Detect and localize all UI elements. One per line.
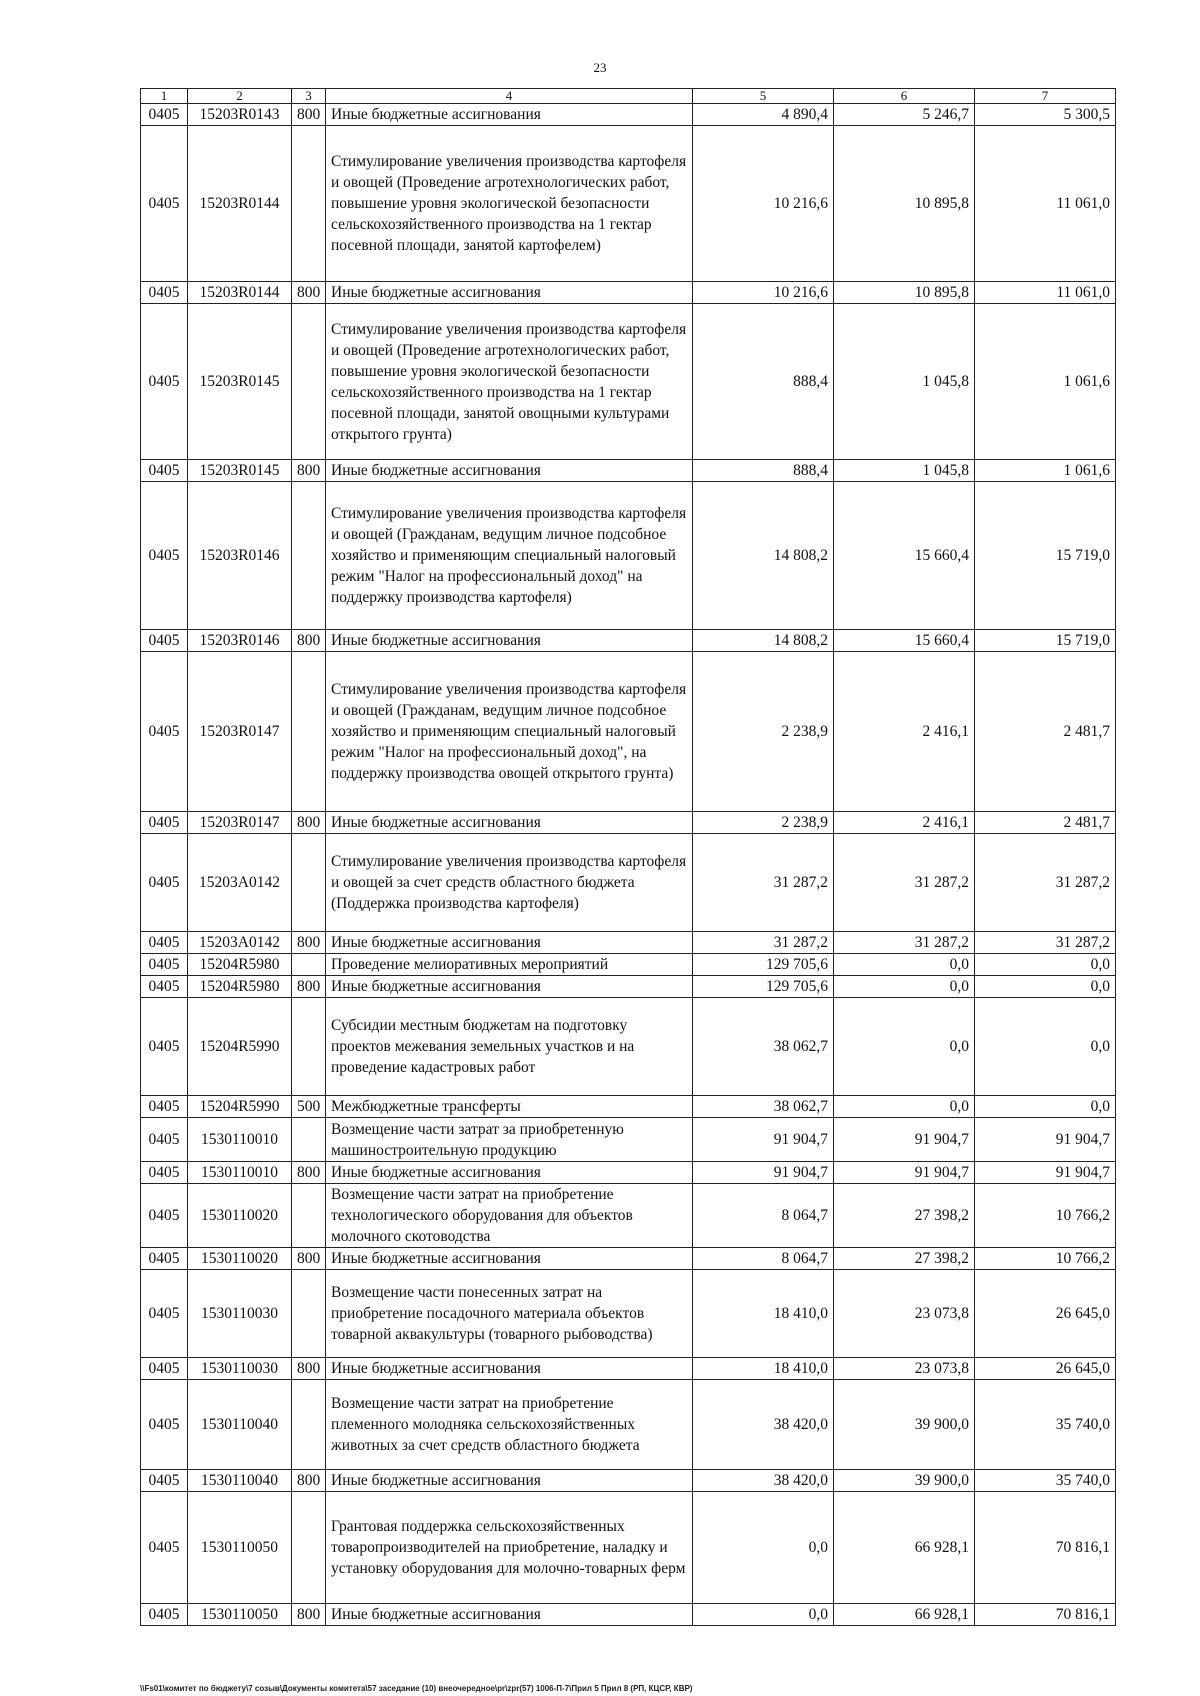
item-name-cell: Иные бюджетные ассигнования <box>326 1470 693 1492</box>
expense-type-cell: 800 <box>292 1604 326 1626</box>
section-cell: 0405 <box>141 126 188 282</box>
target-code-cell: 1530110040 <box>188 1470 292 1492</box>
target-code-cell: 1530110030 <box>188 1358 292 1380</box>
amount-col6-cell: 0,0 <box>834 976 975 998</box>
expense-type-cell: 800 <box>292 1248 326 1270</box>
amount-col6-cell: 91 904,7 <box>834 1118 975 1162</box>
amount-col5-cell: 38 062,7 <box>693 1096 834 1118</box>
target-code-cell: 15203R0144 <box>188 282 292 304</box>
expense-type-cell: 800 <box>292 282 326 304</box>
table-row <box>141 282 1116 304</box>
item-name-cell: Межбюджетные трансферты <box>326 1096 693 1118</box>
section-cell: 0405 <box>141 1248 188 1270</box>
section-cell: 0405 <box>141 1270 188 1358</box>
item-name-cell: Возмещение части затрат на приобретение племенного молодняка сельскохозяйственных животных за счет средств областного бюджета <box>326 1380 693 1470</box>
amount-col6-cell: 31 287,2 <box>834 932 975 954</box>
amount-col6-cell: 23 073,8 <box>834 1270 975 1358</box>
section-cell: 0405 <box>141 282 188 304</box>
expense-type-cell: 800 <box>292 460 326 482</box>
table-row <box>141 304 1116 460</box>
item-name-cell: Стимулирование увеличения производства картофеля и овощей (Проведение агротехнологических работ, повышение уровня экологической безопасности сельскохозяйственного производства на 1 гектар посевной площади, занятой картофелем) <box>326 126 693 282</box>
section-cell: 0405 <box>141 630 188 652</box>
amount-col7-cell: 31 287,2 <box>975 932 1116 954</box>
amount-col6-cell: 2 416,1 <box>834 652 975 812</box>
expense-type-cell <box>292 834 326 932</box>
table-body <box>141 104 1116 1626</box>
table-row <box>141 460 1116 482</box>
section-cell: 0405 <box>141 1470 188 1492</box>
table-row <box>141 1492 1116 1604</box>
table-row <box>141 104 1116 126</box>
amount-col7-cell: 1 061,6 <box>975 460 1116 482</box>
amount-col5-cell: 38 420,0 <box>693 1380 834 1470</box>
amount-col6-cell: 1 045,8 <box>834 304 975 460</box>
item-name-cell: Проведение мелиоративных мероприятий <box>326 954 693 976</box>
column-header: 7 <box>975 89 1116 104</box>
target-code-cell: 1530110030 <box>188 1270 292 1358</box>
amount-col5-cell: 0,0 <box>693 1604 834 1626</box>
table-row <box>141 998 1116 1096</box>
column-header: 1 <box>141 89 188 104</box>
target-code-cell: 15204R5990 <box>188 998 292 1096</box>
target-code-cell: 15204R5980 <box>188 954 292 976</box>
amount-col7-cell: 2 481,7 <box>975 652 1116 812</box>
item-name-cell: Иные бюджетные ассигнования <box>326 976 693 998</box>
item-name-cell: Субсидии местным бюджетам на подготовку проектов межевания земельных участков и на проведение кадастровых работ <box>326 998 693 1096</box>
item-name-cell: Стимулирование увеличения производства картофеля и овощей (Гражданам, ведущим личное подсобное хозяйство и применяющим специальный налоговый режим "Налог на профессиональный доход" на поддержку производства картофеля) <box>326 482 693 630</box>
amount-col5-cell: 38 420,0 <box>693 1470 834 1492</box>
section-cell: 0405 <box>141 1162 188 1184</box>
item-name-cell: Стимулирование увеличения производства картофеля и овощей за счет средств областного бюджета (Поддержка производства картофеля) <box>326 834 693 932</box>
amount-col6-cell: 27 398,2 <box>834 1184 975 1248</box>
amount-col5-cell: 31 287,2 <box>693 932 834 954</box>
amount-col7-cell: 26 645,0 <box>975 1270 1116 1358</box>
table-row <box>141 1358 1116 1380</box>
target-code-cell: 15203R0145 <box>188 460 292 482</box>
item-name-cell: Стимулирование увеличения производства картофеля и овощей (Гражданам, ведущим личное подсобное хозяйство и применяющим специальный налоговый режим "Налог на профессиональный доход", на поддержку производства овощей открытого грунта) <box>326 652 693 812</box>
amount-col5-cell: 18 410,0 <box>693 1358 834 1380</box>
amount-col6-cell: 66 928,1 <box>834 1492 975 1604</box>
amount-col5-cell: 14 808,2 <box>693 630 834 652</box>
expense-type-cell: 800 <box>292 1358 326 1380</box>
section-cell: 0405 <box>141 1604 188 1626</box>
amount-col6-cell: 66 928,1 <box>834 1604 975 1626</box>
item-name-cell: Грантовая поддержка сельскохозяйственных товаропроизводителей на приобретение, наладку и установку оборудования для молочно-товарных ферм <box>326 1492 693 1604</box>
item-name-cell: Иные бюджетные ассигнования <box>326 104 693 126</box>
expense-type-cell <box>292 998 326 1096</box>
amount-col7-cell: 0,0 <box>975 998 1116 1096</box>
expense-type-cell <box>292 1184 326 1248</box>
expense-type-cell: 800 <box>292 812 326 834</box>
item-name-cell: Иные бюджетные ассигнования <box>326 460 693 482</box>
amount-col7-cell: 1 061,6 <box>975 304 1116 460</box>
column-header: 6 <box>834 89 975 104</box>
amount-col5-cell: 10 216,6 <box>693 126 834 282</box>
target-code-cell: 15204R5980 <box>188 976 292 998</box>
expense-type-cell: 500 <box>292 1096 326 1118</box>
amount-col7-cell: 35 740,0 <box>975 1470 1116 1492</box>
amount-col5-cell: 8 064,7 <box>693 1184 834 1248</box>
table-row <box>141 1248 1116 1270</box>
amount-col7-cell: 31 287,2 <box>975 834 1116 932</box>
target-code-cell: 15204R5990 <box>188 1096 292 1118</box>
section-cell: 0405 <box>141 976 188 998</box>
amount-col5-cell: 129 705,6 <box>693 954 834 976</box>
amount-col6-cell: 0,0 <box>834 998 975 1096</box>
table-row <box>141 1184 1116 1248</box>
section-cell: 0405 <box>141 460 188 482</box>
section-cell: 0405 <box>141 932 188 954</box>
amount-col6-cell: 27 398,2 <box>834 1248 975 1270</box>
table-row <box>141 812 1116 834</box>
amount-col6-cell: 15 660,4 <box>834 630 975 652</box>
expense-type-cell: 800 <box>292 932 326 954</box>
amount-col6-cell: 0,0 <box>834 1096 975 1118</box>
table-row <box>141 1380 1116 1470</box>
item-name-cell: Иные бюджетные ассигнования <box>326 1604 693 1626</box>
expense-type-cell <box>292 954 326 976</box>
section-cell: 0405 <box>141 1358 188 1380</box>
column-header: 3 <box>292 89 326 104</box>
expense-type-cell: 800 <box>292 630 326 652</box>
amount-col6-cell: 1 045,8 <box>834 460 975 482</box>
amount-col7-cell: 5 300,5 <box>975 104 1116 126</box>
amount-col5-cell: 2 238,9 <box>693 812 834 834</box>
target-code-cell: 1530110050 <box>188 1492 292 1604</box>
target-code-cell: 1530110010 <box>188 1162 292 1184</box>
target-code-cell: 1530110050 <box>188 1604 292 1626</box>
amount-col5-cell: 2 238,9 <box>693 652 834 812</box>
amount-col7-cell: 70 816,1 <box>975 1604 1116 1626</box>
amount-col6-cell: 10 895,8 <box>834 282 975 304</box>
target-code-cell: 15203R0145 <box>188 304 292 460</box>
target-code-cell: 15203R0147 <box>188 812 292 834</box>
amount-col6-cell: 91 904,7 <box>834 1162 975 1184</box>
expense-type-cell <box>292 1118 326 1162</box>
amount-col6-cell: 39 900,0 <box>834 1380 975 1470</box>
expense-type-cell: 800 <box>292 1162 326 1184</box>
amount-col5-cell: 91 904,7 <box>693 1162 834 1184</box>
column-header: 5 <box>693 89 834 104</box>
amount-col5-cell: 129 705,6 <box>693 976 834 998</box>
amount-col6-cell: 10 895,8 <box>834 126 975 282</box>
table-row <box>141 1162 1116 1184</box>
table-row <box>141 1270 1116 1358</box>
target-code-cell: 15203R0143 <box>188 104 292 126</box>
table-row <box>141 630 1116 652</box>
amount-col6-cell: 23 073,8 <box>834 1358 975 1380</box>
amount-col6-cell: 5 246,7 <box>834 104 975 126</box>
amount-col5-cell: 91 904,7 <box>693 1118 834 1162</box>
item-name-cell: Иные бюджетные ассигнования <box>326 1358 693 1380</box>
amount-col7-cell: 2 481,7 <box>975 812 1116 834</box>
expense-type-cell: 800 <box>292 1470 326 1492</box>
table-row <box>141 954 1116 976</box>
amount-col7-cell: 15 719,0 <box>975 482 1116 630</box>
target-code-cell: 15203R0144 <box>188 126 292 282</box>
amount-col7-cell: 26 645,0 <box>975 1358 1116 1380</box>
section-cell: 0405 <box>141 1380 188 1470</box>
page-number: 23 <box>593 60 607 75</box>
item-name-cell: Иные бюджетные ассигнования <box>326 282 693 304</box>
section-cell: 0405 <box>141 652 188 812</box>
amount-col5-cell: 31 287,2 <box>693 834 834 932</box>
column-header: 4 <box>326 89 693 104</box>
amount-col7-cell: 70 816,1 <box>975 1492 1116 1604</box>
section-cell: 0405 <box>141 482 188 630</box>
amount-col7-cell: 0,0 <box>975 954 1116 976</box>
footer-file-path: \\Fs01\комитет по бюджету\7 созыв\Документы комитета\57 заседание (10) внеочередное\pr\zpr(57) 1006-П-7\Прил 5 Прил 8 (РП, КЦСР, КВР) <box>140 1684 693 1693</box>
header-row <box>141 89 1116 104</box>
section-cell: 0405 <box>141 954 188 976</box>
table-row <box>141 1096 1116 1118</box>
section-cell: 0405 <box>141 812 188 834</box>
amount-col7-cell: 91 904,7 <box>975 1118 1116 1162</box>
item-name-cell: Возмещение части понесенных затрат на приобретение посадочного материала объектов товарной аквакультуры (товарного рыбоводства) <box>326 1270 693 1358</box>
amount-col5-cell: 888,4 <box>693 460 834 482</box>
amount-col7-cell: 35 740,0 <box>975 1380 1116 1470</box>
table-row <box>141 1118 1116 1162</box>
expense-type-cell <box>292 482 326 630</box>
amount-col5-cell: 888,4 <box>693 304 834 460</box>
table-row <box>141 976 1116 998</box>
amount-col5-cell: 8 064,7 <box>693 1248 834 1270</box>
item-name-cell: Иные бюджетные ассигнования <box>326 1248 693 1270</box>
target-code-cell: 15203A0142 <box>188 932 292 954</box>
target-code-cell: 15203A0142 <box>188 834 292 932</box>
expense-type-cell <box>292 304 326 460</box>
target-code-cell: 15203R0146 <box>188 630 292 652</box>
section-cell: 0405 <box>141 304 188 460</box>
amount-col5-cell: 38 062,7 <box>693 998 834 1096</box>
table-row <box>141 482 1116 630</box>
target-code-cell: 1530110010 <box>188 1118 292 1162</box>
amount-col7-cell: 91 904,7 <box>975 1162 1116 1184</box>
expense-type-cell <box>292 126 326 282</box>
table-row <box>141 932 1116 954</box>
expense-type-cell <box>292 1492 326 1604</box>
expense-type-cell: 800 <box>292 976 326 998</box>
item-name-cell: Возмещение части затрат на приобретение технологического оборудования для объектов молочного скотоводства <box>326 1184 693 1248</box>
amount-col7-cell: 10 766,2 <box>975 1248 1116 1270</box>
item-name-cell: Иные бюджетные ассигнования <box>326 630 693 652</box>
section-cell: 0405 <box>141 1492 188 1604</box>
table-row <box>141 834 1116 932</box>
amount-col5-cell: 10 216,6 <box>693 282 834 304</box>
amount-col7-cell: 10 766,2 <box>975 1184 1116 1248</box>
section-cell: 0405 <box>141 1184 188 1248</box>
item-name-cell: Иные бюджетные ассигнования <box>326 1162 693 1184</box>
section-cell: 0405 <box>141 998 188 1096</box>
target-code-cell: 1530110020 <box>188 1248 292 1270</box>
item-name-cell: Возмещение части затрат за приобретенную машиностроительную продукцию <box>326 1118 693 1162</box>
amount-col7-cell: 15 719,0 <box>975 630 1116 652</box>
amount-col7-cell: 0,0 <box>975 976 1116 998</box>
section-cell: 0405 <box>141 104 188 126</box>
amount-col6-cell: 2 416,1 <box>834 812 975 834</box>
expense-type-cell <box>292 652 326 812</box>
table-row <box>141 1604 1116 1626</box>
section-cell: 0405 <box>141 834 188 932</box>
expense-type-cell <box>292 1380 326 1470</box>
amount-col5-cell: 14 808,2 <box>693 482 834 630</box>
expense-type-cell: 800 <box>292 104 326 126</box>
target-code-cell: 15203R0147 <box>188 652 292 812</box>
section-cell: 0405 <box>141 1118 188 1162</box>
column-header: 2 <box>188 89 292 104</box>
budget-table <box>140 88 1116 1626</box>
item-name-cell: Стимулирование увеличения производства картофеля и овощей (Проведение агротехнологических работ, повышение уровня экологической безопасности сельскохозяйственного производства на 1 гектар посевной площади, занятой овощными культурами открытого грунта) <box>326 304 693 460</box>
amount-col5-cell: 0,0 <box>693 1492 834 1604</box>
table-row <box>141 126 1116 282</box>
amount-col6-cell: 39 900,0 <box>834 1470 975 1492</box>
amount-col7-cell: 0,0 <box>975 1096 1116 1118</box>
amount-col7-cell: 11 061,0 <box>975 126 1116 282</box>
amount-col7-cell: 11 061,0 <box>975 282 1116 304</box>
item-name-cell: Иные бюджетные ассигнования <box>326 932 693 954</box>
table-row <box>141 652 1116 812</box>
amount-col5-cell: 18 410,0 <box>693 1270 834 1358</box>
item-name-cell: Иные бюджетные ассигнования <box>326 812 693 834</box>
expense-type-cell <box>292 1270 326 1358</box>
amount-col6-cell: 0,0 <box>834 954 975 976</box>
target-code-cell: 1530110040 <box>188 1380 292 1470</box>
target-code-cell: 15203R0146 <box>188 482 292 630</box>
table-row <box>141 1470 1116 1492</box>
section-cell: 0405 <box>141 1096 188 1118</box>
amount-col5-cell: 4 890,4 <box>693 104 834 126</box>
target-code-cell: 1530110020 <box>188 1184 292 1248</box>
amount-col6-cell: 15 660,4 <box>834 482 975 630</box>
amount-col6-cell: 31 287,2 <box>834 834 975 932</box>
